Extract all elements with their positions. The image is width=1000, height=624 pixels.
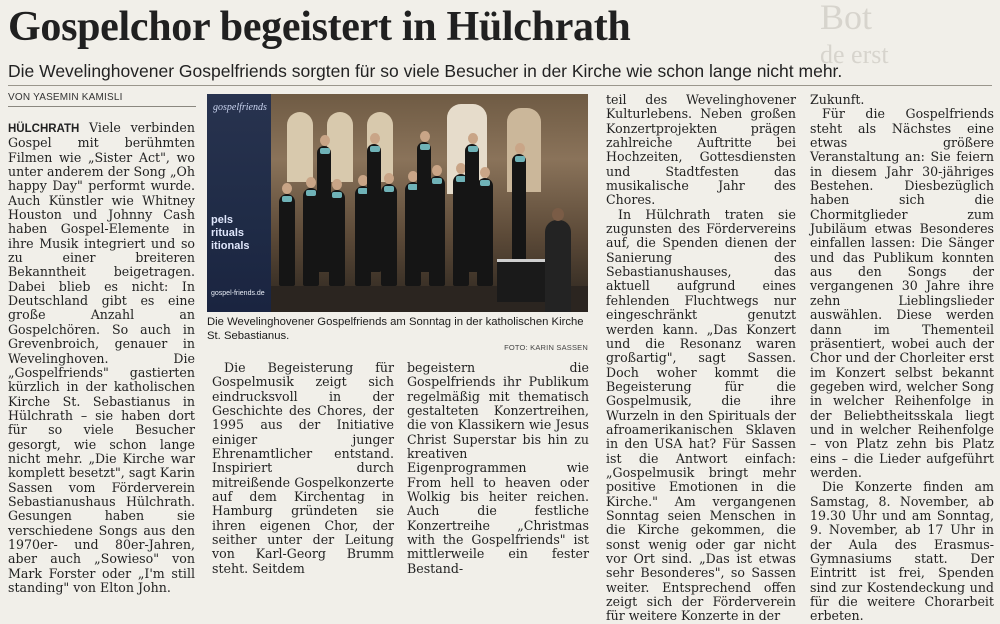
choir-singer-back-row	[417, 142, 431, 272]
choir-singer	[381, 184, 397, 286]
paragraph: begeistern die Gospelfriends ihr Publikum regelmäßig mit thematisch gestalteten Konzertreihen, die von Klassikern wie Jesus Christ Superstar bis hin zu kreativen Eigenprogrammen wie From hell to heaven oder Wolkig bis heiter reichen. Auch die festliche Konzertreihe „Christmas with the Gospelfriends" ist mittlerweile ein fester Bestand-	[407, 360, 589, 576]
article-headline: Gospelchor begeistert in Hülchrath	[8, 4, 631, 50]
choir-photo	[207, 94, 588, 312]
article-column-5	[810, 93, 994, 624]
banner-url: gospel-friends.de	[211, 290, 265, 297]
church-arch	[287, 112, 313, 182]
photo-caption: Die Wevelinghovener Gospelfriends am Sonntag in der katholischen Kirche St. Sebastianus.	[207, 316, 584, 342]
banner-text	[211, 214, 250, 253]
article-column-4	[606, 93, 796, 624]
keyboard-instrument	[497, 259, 549, 302]
choir-banner	[207, 94, 271, 312]
banner-logo: gospelfriends	[213, 102, 267, 113]
header-divider	[8, 85, 992, 86]
bleed-line-1: Bot	[820, 0, 873, 37]
paragraph: In Hülchrath traten sie zugunsten des Fördervereins auf, die Spenden dienen der Sanierung des Sebastianushauses, das aktuell aufgrund eines fehlenden Fluchtwegs nur eingeschränkt genutzt werden kann. „Das Konzert und die Resonanz waren großartig", sagt Sassen. Doch woher kommt die Begeisterung für die Gospelmusik, die ihre Wurzeln in den Spirituals der afroamerikanischen Sklaven in den USA hat? Für Sassen ist die Antwort einfach: „Gospelmusik bringt mehr positive Emotionen in die Kirche." Am vergangenen Sonntag seien Menschen in die Kirche gekommen, die sonst wenig oder gar nicht vor Ort sind. „Das ist etwas sehr Besonderes", so Sassen weiter. Entsprechend offen zeigt sich der Förderverein für weitere Konzerte in der	[606, 206, 796, 624]
choir-singer	[477, 178, 493, 286]
banner-line: itionals	[211, 240, 250, 252]
paragraph: teil des Wevelinghovener Kulturlebens. Neben großen Konzertprojekten prägen zahlreiche Auftritte bei Hochzeiten, Gottesdiensten und Stadtfesten das musikalische Jahr des Chores.	[606, 92, 796, 208]
article-column-3	[407, 361, 589, 576]
byline: VON YASEMIN KAMISLI	[8, 92, 123, 103]
paragraph: Zukunft.	[810, 92, 865, 107]
choir-singer-back-row	[465, 144, 479, 272]
choir-singer-back-row	[367, 144, 381, 272]
banner-line: pels	[211, 214, 234, 226]
article-subheadline: Die Wevelinghovener Gospelfriends sorgten für so viele Besucher in der Kirche wie schon lange nicht mehr.	[8, 61, 843, 81]
choir-singer-back-row	[512, 154, 526, 272]
paragraph: Die Konzerte finden am Samstag, 8. November, ab 19.30 Uhr und am Sonntag, 9. November, ab 17 Uhr in der Aula des Erasmus-Gymnasiums statt. Der Eintritt ist frei, Spenden sind zur Kostendeckung und für die weitere Chorarbeit erbeten.	[810, 479, 994, 624]
banner-line: rituals	[211, 227, 245, 239]
paragraph: Die Begeisterung für Gospelmusik zeigt sich eindrucksvoll in der Geschichte des Chores, der 1995 aus der Initiative einiger junger Ehrenamtlicher entstand. Inspiriert durch mitreißende Gospelkonzerte auf dem Kirchentag in Hamburg gründeten sie ihren eigenen Chor, der seither unter der Leitung von Karl-Georg Brumm steht. Seitdem	[212, 360, 394, 576]
choir-director	[545, 220, 571, 312]
paragraph-text: Viele verbinden Gospel mit berühmten Filmen wie „Sister Act", wo unter anderem der Song „Oh happy Day" performt wurde. Auch Künstler wie Whitney Houston und Johnny Cash haben Gospel-Elemente in ihre Musik integriert und so zu einer breiteren Bekanntheit beigetragen. Dabei blieb es nicht: In Deutschland gibt es eine große Anzahl an Gospelchören. So auch in Grevenbroich, genauer in Wevelinghoven. Die „Gospelfriends" gastierten kürzlich in der katholischen Kirche St. Sebastianus in Hülchrath – sie haben dort für so viele Besucher gesorgt, wie schon lange nicht mehr. „Die Kirche war komplett besetzt", sagt Karin Sassen vom Förderverein Sebastianushaus Hülchrath. Gesungen haben sie verschiedene Songs aus den 1970er- und 80er-Jahren, aber auch „Sowieso" von Mark Forster oder „I'm still standing" von Elton John.	[8, 120, 195, 595]
choir-singer-back-row	[317, 146, 331, 272]
article-column-2	[212, 361, 394, 576]
byline-divider	[8, 106, 196, 107]
paragraph	[8, 121, 195, 595]
choir-singer	[279, 194, 295, 286]
dateline: HÜLCHRATH	[8, 123, 80, 135]
bleed-line-2: de erst	[820, 40, 889, 69]
article-column-1	[8, 121, 195, 595]
photo-credit: FOTO: KARIN SASSEN	[504, 343, 588, 352]
choir-singer	[429, 176, 445, 286]
paragraph: Für die Gospelfriends steht als Nächstes eine etwas größere Veranstaltung an: Sie feiern in diesem Jahr 30-jähriges Bestehen. Diesbezüglich haben sich die Chormitglieder zum Jubiläum etwas Besonderes einfallen lassen: Die Sänger und das Publikum konnten aus den Songs der vergangenen 30 Jahre ihre zehn Lieblingslieder auswählen. Diese werden dann im Thementeil präsentiert, wobei auch der Chor und der Chorleiter erst im Konzert selbst bekannt gegeben wird, welcher Song in welcher Reihenfolge in der Beliebtheitsskala liegt und in welcher Reihenfolge – von Platz zehn bis Platz eins – die Lieder aufgeführt werden.	[810, 106, 994, 480]
adjacent-article-bleedthrough	[820, 0, 1000, 78]
choir-singer	[329, 190, 345, 286]
